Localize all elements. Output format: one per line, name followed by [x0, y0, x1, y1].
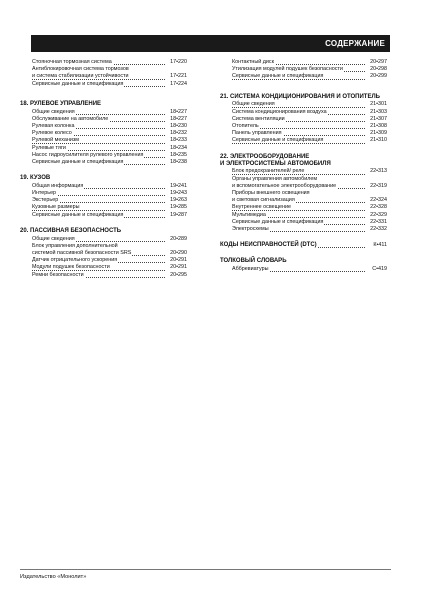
toc-entry-label: Утилизация модулей подушек безопасности: [232, 66, 343, 73]
toc-entry-label: Внутреннее освещение: [232, 204, 292, 211]
toc-entry-label: Органы управления автомобилем и вспомогательное электрооборудование: [232, 175, 337, 189]
toc-entry-label: Панель управления: [232, 130, 282, 137]
page-number: 21•309: [370, 130, 387, 137]
page-number: 18•227: [170, 115, 187, 122]
toc-entry[interactable]: [220, 116, 387, 123]
toc-entry-label: Мультимедиа: [232, 211, 266, 218]
toc-right-column: [220, 59, 387, 282]
toc-section: [220, 94, 387, 145]
toc-entry[interactable]: [20, 109, 187, 116]
page-number: 18•235: [170, 151, 187, 158]
toc-entry[interactable]: [20, 81, 187, 88]
toc-entry[interactable]: [220, 137, 387, 144]
toc-entry[interactable]: [20, 59, 187, 66]
toc-entry-label: Рулевые тяги: [32, 144, 66, 151]
section-title: ТОЛКОВЫЙ СЛОВАРЬ: [220, 258, 287, 265]
page-number: 22•329: [370, 211, 387, 218]
toc-entry[interactable]: [220, 101, 387, 108]
section-title: 22. ЭЛЕКТРООБОРУДОВАНИЕ И ЭЛЕКТРОСИСТЕМЫ АВТОМОБИЛЯ: [220, 153, 331, 167]
toc-entry[interactable]: [20, 183, 187, 190]
toc-entry[interactable]: [20, 137, 187, 144]
toc-entry[interactable]: [20, 236, 187, 243]
page-number: 19•243: [170, 190, 187, 197]
toc-entry-label: Датчик отрицательного ускорения: [32, 257, 118, 264]
page-number: 22•319: [370, 182, 387, 189]
page-number: 22•313: [370, 168, 387, 175]
toc-section: [220, 242, 387, 249]
toc-entry[interactable]: [220, 204, 387, 211]
toc-entry-label: Блок предохранителей/ реле: [232, 168, 305, 175]
toc-entry-label: Общие сведения: [232, 101, 275, 108]
toc-entry[interactable]: [220, 190, 387, 204]
section-title: 18. РУЛЕВОЕ УПРАВЛЕНИЕ: [20, 100, 102, 107]
toc-entry[interactable]: [20, 243, 187, 257]
page-number: 20•298: [370, 66, 387, 73]
page-number: 21•303: [370, 108, 387, 115]
page-number: 21•308: [370, 122, 387, 129]
toc-entry-label: Стояночная тормозная система: [32, 59, 112, 65]
toc-entry[interactable]: [220, 176, 387, 190]
page-number: 20•291: [170, 264, 187, 271]
page-number: 21•310: [370, 137, 387, 144]
page-number: 18•232: [170, 130, 187, 137]
page-number: К•411: [373, 242, 387, 249]
footer-publisher: Издательство «Монолит»: [20, 574, 87, 580]
section-title: КОДЫ НЕИСПРАВНОСТЕЙ (DTC): [220, 242, 317, 249]
page-number: 20•299: [370, 73, 387, 80]
toc-entry-label: Контактный диск: [232, 59, 274, 65]
section-title: 19. КУЗОВ: [20, 175, 51, 182]
page-number: 19•285: [170, 204, 187, 211]
page-number: 22•331: [370, 218, 387, 225]
toc-entry-label: Блок управления дополнительной системой пассивной безопасности SRS: [32, 242, 132, 256]
toc-entry[interactable]: [20, 145, 187, 152]
page-number: 18•227: [170, 108, 187, 115]
toc-entry[interactable]: [220, 226, 387, 233]
page-number: 19•287: [170, 211, 187, 218]
toc-entry-label: Рулевое колесо: [32, 130, 72, 137]
page-number: 18•233: [170, 137, 187, 144]
toc-entry-label: Антиблокировочная система тормозов и система стабилизации устойчивости: [32, 66, 129, 80]
toc-entry-label: Сервисные данные и спецификация: [32, 211, 124, 218]
page-number: 21•301: [370, 101, 387, 108]
toc-section: [20, 101, 187, 166]
page-number: 20•295: [170, 271, 187, 278]
page-number: 19•263: [170, 197, 187, 204]
toc-entry-label: Сервисные данные и спецификация: [232, 137, 324, 144]
page-number: 20•289: [170, 235, 187, 242]
page-number: 18•234: [170, 144, 187, 151]
toc-entry[interactable]: [20, 204, 187, 211]
toc-entry-label: Сервисные данные и спецификация: [32, 158, 124, 165]
toc-entry-label: Рулевая колонка: [32, 122, 75, 129]
page-number: 20•297: [370, 59, 387, 65]
toc-entry-label: Общие сведения: [32, 108, 75, 115]
toc-section-heading[interactable]: [220, 242, 387, 249]
toc-entry[interactable]: [20, 66, 187, 80]
toc-entry-label: Отопитель: [232, 122, 259, 129]
page-number: С•419: [372, 266, 387, 273]
toc-entry-label: Сервисные данные и спецификация: [32, 80, 124, 87]
page-number: 18•230: [170, 122, 187, 129]
toc-entry-label: Сервисные данные и спецификация: [232, 73, 324, 80]
toc-entry-label: Система вентиляции: [232, 115, 285, 122]
toc-section: [220, 258, 387, 273]
toc-section: [20, 228, 187, 279]
toc-entry-label: Аббревиатуры: [232, 266, 269, 273]
toc-entry[interactable]: [220, 168, 387, 175]
toc-entry-label: Экстерьер: [32, 197, 59, 204]
toc-entry[interactable]: [20, 264, 187, 271]
header-bar: [31, 35, 390, 52]
toc-entry-label: Электросхемы: [232, 226, 269, 233]
toc-section: [20, 175, 187, 219]
page-number: 17•220: [170, 59, 187, 65]
page-number: 22•328: [370, 204, 387, 211]
toc-entry[interactable]: [20, 159, 187, 166]
toc-entry[interactable]: [20, 212, 187, 219]
section-title: 20. ПАССИВНАЯ БЕЗОПАСНОСТЬ: [20, 227, 122, 234]
toc-entry-label: Сервисные данные и спецификация: [232, 218, 324, 225]
toc-entry[interactable]: [220, 212, 387, 219]
toc-entry[interactable]: [220, 73, 387, 80]
page-number: 19•241: [170, 182, 187, 189]
toc-section: [220, 59, 387, 81]
page-number: 20•291: [170, 257, 187, 264]
toc-entry[interactable]: [20, 116, 187, 123]
page-title: СОДЕРЖАНИЕ: [325, 39, 385, 48]
toc-entry[interactable]: [220, 109, 387, 116]
toc-left-column: [20, 59, 187, 288]
page-number: 17•224: [170, 80, 187, 87]
toc-entry-label: Ремни безопасности: [32, 271, 84, 278]
toc-entry[interactable]: [20, 152, 187, 159]
toc-entry-label: Кузовные размеры: [32, 204, 80, 211]
toc-entry-label: Насос гидроусилителя рулевого управления: [32, 151, 144, 158]
toc-entry-label: Модули подушек безопасности: [32, 264, 110, 271]
page-number: 21•307: [370, 115, 387, 122]
page-number: 17•221: [170, 73, 187, 80]
section-title: 21. СИСТЕМА КОНДИЦИОНИРОВАНИЯ И ОТОПИТЕЛЬ: [220, 93, 380, 100]
toc-entry-label: Приборы внешнего освещения и световая сигнализация: [232, 190, 310, 204]
toc-entry-label: Обслуживание на автомобиле: [32, 115, 109, 122]
page-number: 22•332: [370, 226, 387, 233]
toc-entry[interactable]: [20, 272, 187, 279]
toc-entry-label: Интерьер: [32, 190, 57, 197]
toc-entry-label: Рулевой механизм: [32, 137, 80, 144]
footer-divider: [20, 569, 391, 570]
page-number: 20•290: [170, 249, 187, 256]
toc-entry-label: Общие сведения: [32, 235, 75, 242]
toc-entry[interactable]: [220, 266, 387, 273]
toc-entry[interactable]: [220, 219, 387, 226]
toc-entry-label: Общая информация: [32, 182, 84, 189]
page-number: 18•238: [170, 158, 187, 165]
page-number: 22•324: [370, 197, 387, 204]
toc-section: [220, 154, 387, 234]
toc-entry-label: Система кондиционирования воздуха: [232, 108, 327, 115]
toc-section: [20, 59, 187, 88]
